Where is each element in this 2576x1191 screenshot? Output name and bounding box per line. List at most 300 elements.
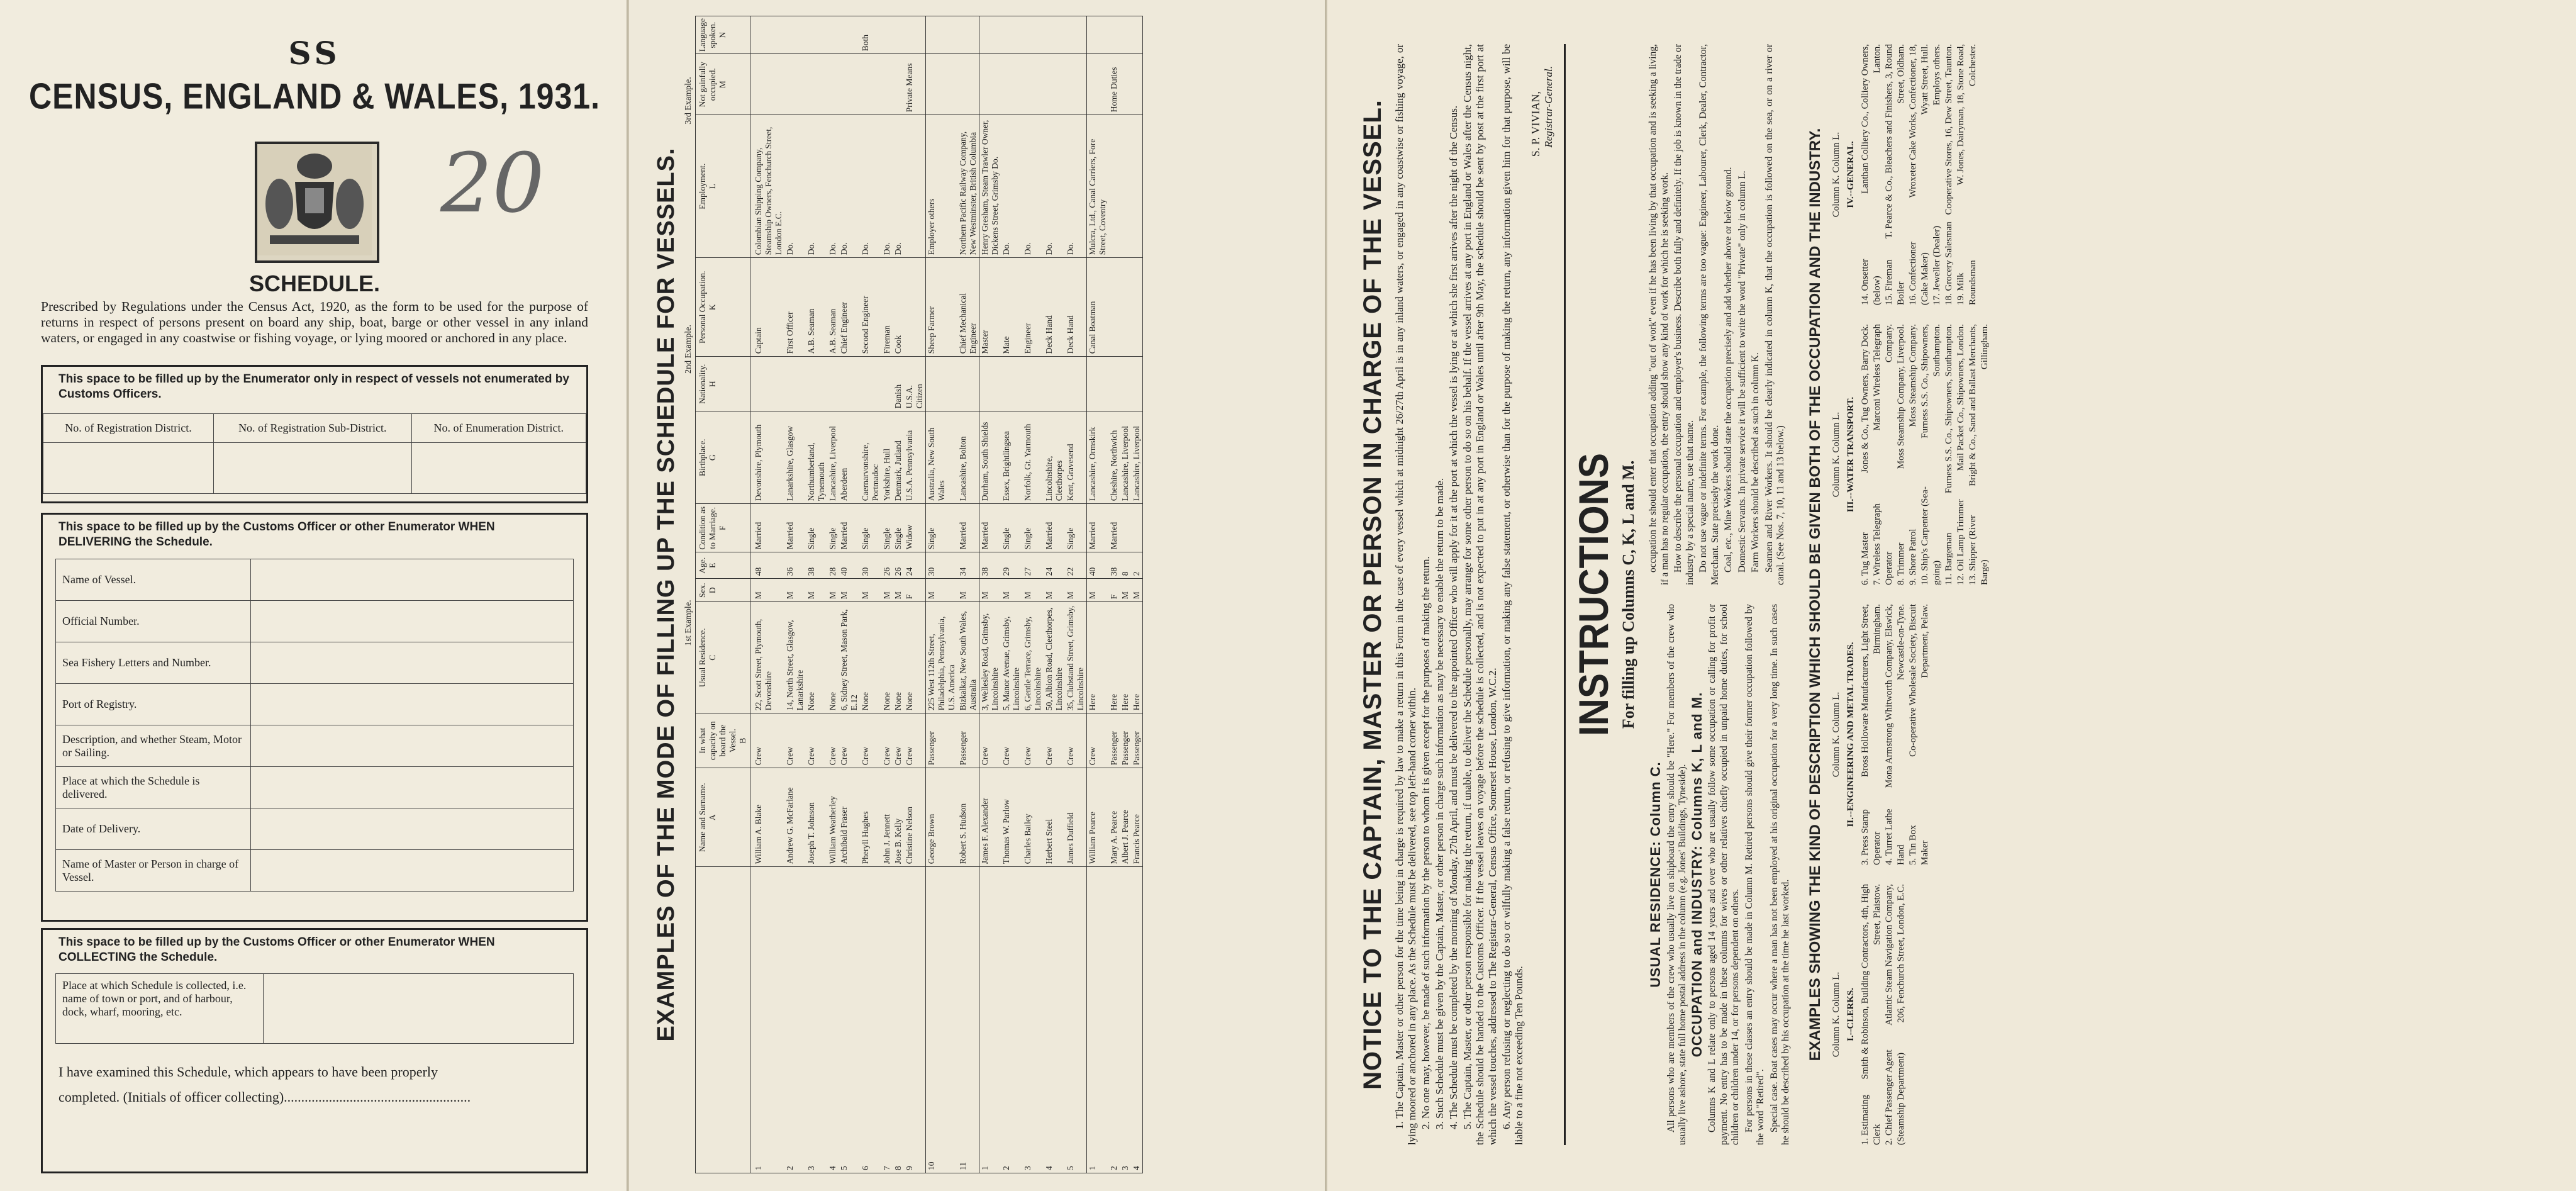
table-cell: Do. — [827, 115, 839, 258]
table-cell: Deck Hand — [1044, 258, 1065, 357]
table-cell: Deck Hand — [1065, 258, 1087, 357]
table-cell: Single — [1065, 504, 1087, 552]
table-cell: Thomas W. Parlow — [1001, 768, 1022, 867]
list-item — [1883, 604, 1907, 865]
table-cell: A.B. Seaman — [827, 258, 839, 357]
table-cell: M — [893, 579, 904, 602]
examples-header-row — [696, 16, 750, 1173]
table-cell: 5 — [839, 867, 860, 1173]
section-title: III.--WATER TRANSPORT. — [1845, 396, 1856, 513]
occupation-text: 3. Press Stamp Operator — [1860, 809, 1882, 865]
table-cell: 38 — [979, 552, 1001, 579]
column-header-label: Nationality. — [698, 364, 707, 404]
table-cell: Crew — [860, 713, 881, 768]
table-row — [1065, 16, 1087, 1173]
table-cell — [1022, 357, 1044, 411]
table-cell — [881, 16, 893, 54]
collection-place-field[interactable] — [264, 974, 573, 1043]
table-row — [1044, 16, 1065, 1173]
table-cell — [1001, 54, 1022, 115]
table-cell: Passenger — [1120, 713, 1131, 768]
table-cell: Both — [860, 16, 881, 54]
royal-coat-of-arms-icon — [255, 142, 379, 263]
column-header — [696, 552, 750, 579]
table-cell: Henry Gresham, Steam Trawler Owner, Dickens Street, Grimsby Do. — [979, 115, 1001, 258]
column-k-label: Column K. — [1831, 455, 1841, 498]
instruction-paragraph: All persons who are members of the crew who usually live on shipboard the entry should be "Here." For members of the crew who usually live ashore, state full home postal address in the column (e.g. Jones' Buildings, Tyneside). — [1665, 604, 1688, 1145]
table-cell: 6, Sidney Street, Mason Park, E.12 — [839, 602, 860, 713]
table-cell: 50, Albion Road, Cleethorpes, Lincolnshire — [1044, 602, 1065, 713]
table-cell: Married — [750, 504, 785, 552]
table-row — [1022, 16, 1044, 1173]
table-cell: Here — [1108, 602, 1120, 713]
spacer — [1831, 733, 1841, 735]
table-cell: U.S.A. Citizen — [904, 357, 926, 411]
table-cell: 8 — [1120, 552, 1131, 579]
table-cell — [1087, 357, 1109, 411]
table-cell: A.B. Seaman — [806, 258, 827, 357]
table-cell — [1120, 357, 1131, 411]
industry-text: Cooperative Stores, 16, Dew Street, Taunton. — [1943, 44, 1954, 215]
enum-district-field[interactable] — [411, 443, 586, 494]
table-cell: Crew — [1087, 713, 1109, 768]
table-cell: Cheshire, Northwich — [1108, 411, 1120, 504]
table-cell: 28 — [827, 552, 839, 579]
table-cell: 48 — [750, 552, 785, 579]
table-row — [784, 16, 806, 1173]
table-cell: 3 — [1022, 867, 1044, 1173]
table-cell: Married — [1087, 504, 1109, 552]
table-cell: Single — [860, 504, 881, 552]
table-cell: Passenger — [1108, 713, 1120, 768]
column-header-letter: G — [708, 454, 717, 461]
industry-text: Mona Armstrong Whitworth Company, Elswick, Newcastle-on-Tyne. — [1883, 604, 1906, 788]
delivery-box — [41, 513, 588, 922]
column-header-letter: F — [718, 525, 727, 530]
industry-text: Jones & Co., Tug Owners, Barry Dock. — [1860, 324, 1870, 473]
occupation-text: 5. Tin Box Maker — [1907, 825, 1930, 865]
table-cell: F — [1108, 579, 1120, 602]
table-cell: William A. Blake — [750, 768, 785, 867]
list-item — [1860, 884, 1883, 1145]
enum-district-label: No. of Enumeration District. — [411, 414, 586, 443]
form-row — [56, 642, 573, 684]
column-header-letter: N — [718, 31, 727, 38]
column-header-label: Usual Residence. — [698, 628, 707, 688]
table-cell: Married — [784, 504, 806, 552]
table-cell — [1065, 54, 1087, 115]
instructions-panel — [1327, 0, 2576, 1191]
table-cell: 40 — [1087, 552, 1109, 579]
table-cell — [881, 54, 893, 115]
industry-text: Wroxeter Cake Works, Confectioner, 18, Wyatt Street, Hull. — [1907, 44, 1930, 198]
table-cell: 6 — [860, 867, 881, 1173]
spacer — [1831, 1013, 1841, 1015]
table-cell: M — [1131, 579, 1143, 602]
column-header — [696, 16, 750, 54]
table-cell: Crew — [839, 713, 860, 768]
table-row — [979, 16, 1001, 1173]
column-header-label: Employment. — [698, 163, 707, 210]
table-cell: Devonshire, Plymouth — [750, 411, 785, 504]
delivery-date-field[interactable] — [251, 808, 573, 849]
list-item — [1907, 604, 1931, 865]
section-title: IV.--GENERAL. — [1845, 141, 1856, 208]
table-cell: Single — [1022, 504, 1044, 552]
column-header-letter: A — [708, 814, 717, 821]
table-cell: M — [1120, 579, 1131, 602]
prescribed-text: Prescribed by Regulations under the Census Act, 1920, as the form to be used for the purpose of returns in respect of persons present on board any ship, boat, barge or other vessel in any inland waters, or engaged in any coastwise or fishing voyage, or lying moored or anchored in any place. — [41, 299, 588, 345]
master-name-field[interactable] — [251, 850, 573, 891]
list-item — [1931, 44, 1943, 305]
table-cell: Caernarvonshire, Portmadoc — [860, 411, 881, 504]
table-cell: 22 — [1065, 552, 1087, 579]
spacer — [1831, 453, 1841, 456]
table-cell: 14, North Street, Glasgow, Lanarkshire — [784, 602, 806, 713]
instruction-paragraph: Do not use vague or indefinite terms. For example, the following terms are too vague: Engineer, Labourer, Clerk, Dealer, Contractor, Merchant. State precisely the work done. — [1698, 44, 1720, 585]
table-cell — [806, 16, 827, 54]
table-cell: 1 — [750, 867, 785, 1173]
handwritten-number: 20 — [440, 135, 545, 231]
table-cell: M — [806, 579, 827, 602]
table-cell — [750, 16, 785, 54]
form-row — [56, 808, 573, 850]
table-cell: Kent, Gravesend — [1065, 411, 1087, 504]
instruction-paragraph: Domestic Servants. In private service it will be sufficient to write the word "Private" only in column L. — [1736, 171, 1748, 573]
table-row — [750, 16, 785, 1173]
table-cell: Do. — [784, 115, 806, 258]
instruction-paragraph: Farm Workers should be described as such in column K. — [1750, 352, 1761, 573]
table-cell: 29 — [1001, 552, 1022, 579]
table-cell: 38 — [1108, 552, 1120, 579]
collection-place-label: Place at which Schedule is collected, i.e. name of town or port, and of harbour, dock, wharf, mooring, etc. — [56, 974, 264, 1043]
table-cell: M — [827, 579, 839, 602]
table-cell — [893, 54, 904, 115]
collection-box — [41, 928, 588, 1173]
table-cell: 26 — [881, 552, 893, 579]
column-header-label: Birthplace. — [698, 439, 707, 477]
table-cell: 4 — [1044, 867, 1065, 1173]
table-cell: Chief Mechanical Engineer — [957, 258, 979, 357]
table-cell: Sheep Farmer — [926, 258, 958, 357]
table-cell: M — [979, 579, 1001, 602]
table-cell: Single — [827, 504, 839, 552]
table-cell — [957, 357, 979, 411]
table-cell: Danish — [893, 357, 904, 411]
instructions-columns — [1638, 16, 1794, 1173]
table-cell — [1022, 54, 1044, 115]
table-cell: Do. — [860, 115, 881, 258]
table-row — [904, 16, 926, 1173]
table-cell: Single — [926, 504, 958, 552]
table-cell: 5 — [1065, 867, 1087, 1173]
schedule-cover-panel — [0, 0, 629, 1191]
column-header — [696, 115, 750, 258]
table-cell — [1087, 16, 1109, 54]
table-cell: Single — [881, 504, 893, 552]
table-cell: James F. Alexander — [979, 768, 1001, 867]
instructions-column-right — [1648, 44, 1794, 585]
table-cell — [839, 54, 860, 115]
fishery-letters-field[interactable] — [251, 642, 573, 683]
industry-text: Lanthan Colliery Co., Colliery Owners, Lanton. — [1860, 44, 1882, 194]
column-header-label: Sex. — [698, 583, 707, 598]
table-cell: 3, Wellesley Road, Grimsby, Lincolnshire — [979, 602, 1001, 713]
column-header-letter: M — [718, 81, 727, 89]
table-cell: Passenger — [1131, 713, 1143, 768]
industry-text: Co-operative Wholesale Society, Biscuit Department, Pelaw. — [1907, 604, 1930, 757]
industry-text: W. Jones, Dairyman, 18, Stone Road, Colchester. — [1955, 44, 1978, 186]
table-cell — [926, 54, 958, 115]
reg-subdistrict-field[interactable] — [214, 443, 411, 494]
table-cell: M — [1044, 579, 1065, 602]
table-cell: Passenger — [926, 713, 958, 768]
table-cell: Captain — [750, 258, 785, 357]
example-label-1: 1st Example. — [684, 600, 693, 646]
table-cell: 24 — [1044, 552, 1065, 579]
instruction-paragraph: Seamen and River Workers. It should be clearly indicated in column K, that the occupation is followed on the sea, or on a river or canal. (See Nos. 7, 10, 11 and 13 below.) — [1763, 44, 1786, 585]
table-cell: Lancashire, Liverpool — [1131, 411, 1143, 504]
table-cell: Widow — [904, 504, 926, 552]
form-row — [56, 725, 573, 767]
instructions-title: INSTRUCTIONS — [1570, 453, 1617, 736]
table-cell — [904, 258, 926, 357]
table-cell — [1120, 504, 1131, 552]
table-cell: Do. — [1001, 115, 1022, 258]
column-header — [696, 54, 750, 115]
table-cell: Crew — [881, 713, 893, 768]
table-cell: William Pearce — [1087, 768, 1109, 867]
table-cell — [750, 54, 785, 115]
list-item — [1860, 44, 1883, 305]
table-cell — [827, 357, 839, 411]
enumerator-box — [41, 365, 588, 503]
table-cell — [860, 357, 881, 411]
table-cell — [1120, 16, 1131, 54]
list-item — [1883, 884, 1907, 1145]
table-cell: 36 — [784, 552, 806, 579]
table-cell: Married — [957, 504, 979, 552]
occupation-text: 4. Turret Lathe Hand — [1883, 808, 1906, 865]
page-title: CENSUS, ENGLAND & WALES, 1931. — [29, 75, 600, 117]
column-header-letter: L — [708, 184, 717, 189]
table-cell: 4 — [827, 867, 839, 1173]
table-cell: Fireman — [881, 258, 893, 357]
column-header-label: Name and Surname. — [698, 783, 707, 853]
table-cell: 7 — [881, 867, 893, 1173]
table-cell: Norfolk, Gt. Yarmouth — [1022, 411, 1044, 504]
table-cell: 2 — [1108, 867, 1120, 1173]
instruction-paragraph: occupation he should enter that occupation adding "out of work" even if he has been living by that occupation and is seeking a living, if a man has no regular occupation, the entry should show any kind of work for which he is seeking work. — [1648, 44, 1670, 585]
table-cell — [1120, 54, 1131, 115]
table-cell: None — [860, 602, 881, 713]
table-cell — [1131, 258, 1143, 357]
table-cell: 22, Scott Street, Plymouth, Devonshire — [750, 602, 785, 713]
table-row — [827, 16, 839, 1173]
table-cell: Crew — [827, 713, 839, 768]
occupation-text: 14. Onsetter (below) — [1860, 259, 1882, 305]
table-cell: M — [1001, 579, 1022, 602]
master-name-label: Name of Master or Person in charge of Vessel. — [56, 850, 251, 891]
notice-text — [1393, 16, 1525, 1173]
reg-district-field[interactable] — [43, 443, 214, 494]
ss-mark: SS — [288, 35, 341, 72]
table-cell: 5, Manor Avenue, Grimsby, Lincolnshire — [1001, 602, 1022, 713]
table-cell: Robert S. Hudson — [957, 768, 979, 867]
table-cell: Single — [806, 504, 827, 552]
table-cell: Do. — [881, 115, 893, 258]
list-item — [1860, 324, 1871, 585]
table-cell: Christine Nelson — [904, 768, 926, 867]
column-labels — [1831, 324, 1843, 585]
description-field[interactable] — [251, 725, 573, 766]
table-cell: Pheryll Hughes — [860, 768, 881, 867]
table-cell — [1131, 357, 1143, 411]
table-cell: Married — [1044, 504, 1065, 552]
table-cell: U.S.A. Pennsylvania — [904, 411, 926, 504]
table-cell: First Officer — [784, 258, 806, 357]
table-cell: Lancashire, Liverpool — [827, 411, 839, 504]
column-header — [696, 411, 750, 504]
table-cell — [784, 357, 806, 411]
table-cell: 30 — [926, 552, 958, 579]
example-labels — [684, 16, 694, 1173]
table-cell: Mate — [1001, 258, 1022, 357]
table-cell — [784, 16, 806, 54]
table-cell: Mulcra, Ltd., Canal Carriers, Fore Street, Coventry — [1087, 115, 1109, 258]
list-item — [1907, 324, 1919, 585]
table-cell: Aberdeen — [839, 411, 860, 504]
table-cell: 34 — [957, 552, 979, 579]
list-item — [1943, 44, 1955, 305]
notice-paragraph: 6. Any person refusing or neglecting to do so or wilfully making a false return, or refusing to give information, or making any false statement, or otherwise than for the purpose of making the return, any information given him for that purpose, will be liable to a fine not exceeding Ten Pounds. — [1500, 44, 1525, 1145]
table-cell: Passenger — [957, 713, 979, 768]
table-cell: Crew — [806, 713, 827, 768]
table-cell: F — [904, 579, 926, 602]
table-cell: 1 — [979, 867, 1001, 1173]
table-cell: Andrew G. McFarlane — [784, 768, 806, 867]
table-cell: 26 — [893, 552, 904, 579]
table-row — [1001, 16, 1022, 1173]
table-cell: Lancashire, Bolton — [957, 411, 979, 504]
occupation-section — [1831, 324, 1991, 585]
table-row — [1120, 16, 1131, 1173]
table-cell — [926, 16, 958, 54]
table-cell: Francis Pearce — [1131, 768, 1143, 867]
column-header — [696, 504, 750, 552]
table-cell — [839, 357, 860, 411]
table-cell: Northumberland, Tynemouth — [806, 411, 827, 504]
form-row — [56, 601, 573, 642]
industry-text: Marconi Wireless Telegraph Company. — [1871, 324, 1894, 431]
column-k-label: Column K. — [1831, 1015, 1841, 1058]
occupation-text: 10. Ship's Carpenter (Sea-going) — [1919, 486, 1942, 585]
table-cell: M — [957, 579, 979, 602]
official-number-label: Official Number. — [56, 601, 251, 642]
signature: S. P. VIVIAN, — [1529, 91, 1542, 157]
instruction-paragraph: Special case. Boat cases may occur where a man has not been employed at his original occupation for a very long time. In such cases he should be described by his occupation at the time he last worked. — [1768, 604, 1791, 1145]
table-cell: Master — [979, 258, 1001, 357]
occupation-text: 16. Confectioner (Cake Maker) — [1907, 242, 1930, 305]
table-cell: 3 — [1120, 867, 1131, 1173]
column-header — [696, 357, 750, 411]
table-cell — [957, 16, 979, 54]
table-cell: 38 — [806, 552, 827, 579]
table-cell — [1022, 16, 1044, 54]
table-cell: Do. — [806, 115, 827, 258]
examples-panel — [629, 0, 1327, 1191]
table-cell — [1131, 54, 1143, 115]
table-cell — [1108, 16, 1120, 54]
table-cell — [839, 16, 860, 54]
occupation-text: 9. Shore Patrol — [1907, 528, 1918, 585]
occupation-text: 13. Shipper (River Barge) — [1967, 515, 1990, 585]
table-cell: Herbert Steel — [1044, 768, 1065, 867]
table-cell: Do. — [1022, 115, 1044, 258]
table-cell — [1044, 54, 1065, 115]
table-cell: M — [839, 579, 860, 602]
table-row — [1131, 16, 1143, 1173]
vessel-name-field[interactable] — [251, 559, 573, 600]
table-row — [860, 16, 881, 1173]
official-number-field[interactable] — [251, 601, 573, 642]
port-registry-field[interactable] — [251, 684, 573, 725]
table-cell — [1120, 258, 1131, 357]
industry-text: Smith & Robinson, Building Contractors, 4th, High Street, Plaistow. — [1860, 884, 1882, 1080]
port-registry-label: Port of Registry. — [56, 684, 251, 725]
table-cell — [784, 54, 806, 115]
schedule-heading: SCHEDULE. — [248, 271, 381, 296]
list-item — [1871, 324, 1895, 585]
notice-paragraph: 4. The Schedule must be completed by the morning of Monday, 27th April, and must be delivered to the appointed Officer who will apply for it at the port at which the vessel is lying or at which she first arrives after the night of the Census. — [1447, 105, 1459, 1129]
column-k-label: Column K. — [1831, 735, 1841, 778]
column-l-label: Column L. — [1831, 971, 1841, 1013]
table-cell: None — [827, 602, 839, 713]
examples-rotated — [648, 16, 1315, 1173]
table-cell: Single — [893, 504, 904, 552]
occupation-examples — [1831, 16, 1991, 1173]
industry-text: Employs others. — [1931, 44, 1942, 106]
table-cell: M — [1022, 579, 1044, 602]
notice-paragraph: 1. The Captain, Master or other person for the time being in charge is required by law to make a return in this Form in the case of every vessel which at midnight 26/27th April is in any inland waters, or engaged in any coastwise or fishing voyage, or lying moored or anchored in any place. As the Schedule must be delivered, see top left-hand corner within. — [1393, 44, 1418, 1145]
table-cell: Colombian Shipping Company, Steamship Owners, Fenchurch Street, London E.C. — [750, 115, 785, 258]
table-cell: Do. — [1065, 115, 1087, 258]
table-cell: Denmark, Jutland — [893, 411, 904, 504]
table-cell: 2 — [1131, 552, 1143, 579]
table-cell: M — [750, 579, 785, 602]
table-cell — [926, 357, 958, 411]
column-header-label: Age. — [698, 557, 707, 574]
table-cell: M — [1065, 579, 1087, 602]
occupation-text: 17. Jeweller (Dealer) — [1931, 225, 1942, 305]
table-cell: Charles Bailey — [1022, 768, 1044, 867]
column-header — [696, 258, 750, 357]
place-delivered-field[interactable] — [251, 767, 573, 808]
table-cell: Employer others — [926, 115, 958, 258]
table-cell — [979, 54, 1001, 115]
table-cell — [1131, 115, 1143, 258]
instructions-subtitle: For filling up Columns C, K, L and M. — [1619, 460, 1637, 729]
table-cell: Home Duties — [1108, 54, 1120, 115]
fishery-letters-label: Sea Fishery Letters and Number. — [56, 642, 251, 683]
table-cell: 8 — [893, 867, 904, 1173]
table-cell: 10 — [926, 867, 958, 1173]
table-cell: Second Engineer — [860, 258, 881, 357]
table-cell — [1108, 258, 1120, 357]
table-cell: Joseph T. Johnson — [806, 768, 827, 867]
table-cell: Crew — [1044, 713, 1065, 768]
table-cell: George Brown — [926, 768, 958, 867]
